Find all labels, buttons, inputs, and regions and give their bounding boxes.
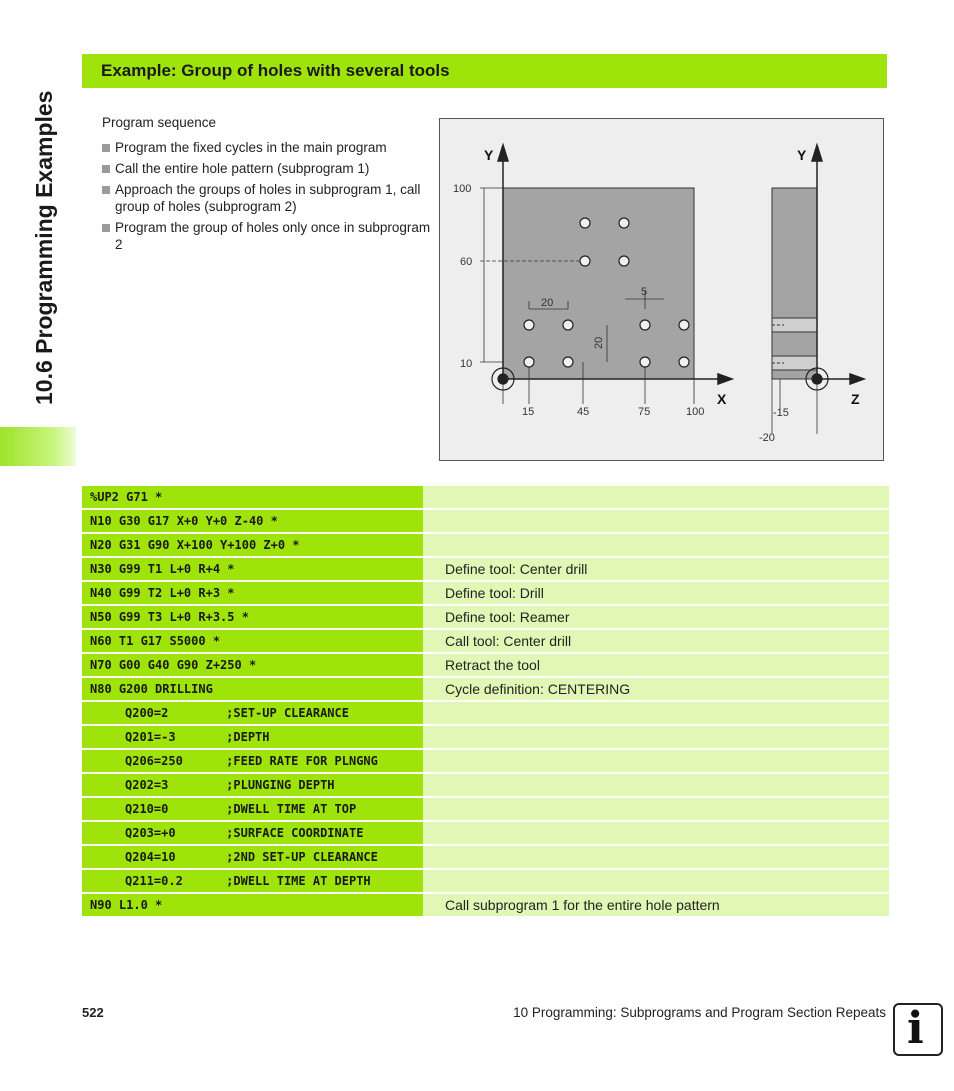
nc-comment — [423, 534, 889, 556]
nc-code-line: Q210=0 ;DWELL TIME AT TOP — [82, 798, 423, 820]
nc-comment: Call tool: Center drill — [423, 630, 889, 652]
nc-code-line: N50 G99 T3 L+0 R+3.5 * — [82, 606, 423, 628]
nc-code-line: Q201=-3 ;DEPTH — [82, 726, 423, 748]
bullet-square-icon — [102, 165, 110, 173]
nc-code-line: Q202=3 ;PLUNGING DEPTH — [82, 774, 423, 796]
hole-marker — [580, 218, 590, 228]
hole-marker — [524, 357, 534, 367]
nc-comment — [423, 702, 889, 724]
z-tick-20: -20 — [759, 432, 775, 444]
nc-code-line: Q206=250 ;FEED RATE FOR PLNGNG — [82, 750, 423, 772]
hole-marker — [619, 256, 629, 266]
dim-20-horizontal: 20 — [541, 297, 554, 309]
hole-marker — [563, 320, 573, 330]
bullet-square-icon — [102, 224, 110, 232]
nc-code-line: N80 G200 DRILLING — [82, 678, 423, 700]
side-section-title — [22, 30, 62, 410]
nc-code-line: Q211=0.2 ;DWELL TIME AT DEPTH — [82, 870, 423, 892]
list-item: Program the group of holes only once in subprogram 2 — [102, 219, 432, 253]
table-row — [82, 846, 889, 870]
intro-heading: Program sequence — [102, 115, 217, 130]
x-tick-15: 15 — [522, 406, 535, 418]
page-number: 522 — [82, 1005, 104, 1020]
nc-comment — [423, 510, 889, 532]
nc-code-line: N90 L1.0 * — [82, 894, 423, 916]
nc-comment: Define tool: Center drill — [423, 558, 889, 580]
nc-code-line: N20 G31 G90 X+100 Y+100 Z+0 * — [82, 534, 423, 556]
table-row — [82, 822, 889, 846]
table-row — [82, 558, 889, 582]
list-item: Call the entire hole pattern (subprogram 1) — [102, 160, 432, 177]
nc-code-line: Q203=+0 ;SURFACE COORDINATE — [82, 822, 423, 844]
table-row — [82, 894, 889, 918]
z-tick-15: -15 — [773, 407, 789, 419]
nc-comment: Retract the tool — [423, 654, 889, 676]
nc-code-line: Q200=2 ;SET-UP CLEARANCE — [82, 702, 423, 724]
side-title-text: 10.6 Programming Examples — [31, 90, 57, 405]
nc-comment — [423, 750, 889, 772]
axis-label-z: Z — [851, 391, 860, 407]
nc-code-line: N10 G30 G17 X+0 Y+0 Z-40 * — [82, 510, 423, 532]
y-tick-100: 100 — [453, 183, 472, 195]
table-row — [82, 702, 889, 726]
nc-comment — [423, 774, 889, 796]
table-row — [82, 750, 889, 774]
nc-comment — [423, 486, 889, 508]
technical-drawing — [439, 118, 884, 461]
nc-comment: Define tool: Reamer — [423, 606, 889, 628]
y-tick-10: 10 — [460, 358, 473, 370]
table-row — [82, 654, 889, 678]
nc-code-line: %UP2 G71 * — [82, 486, 423, 508]
info-icon — [893, 1003, 943, 1056]
hole-marker — [640, 320, 650, 330]
workpiece-top-view — [503, 188, 694, 379]
side-section-tab — [0, 427, 76, 466]
nc-comment: Define tool: Drill — [423, 582, 889, 604]
table-row — [82, 606, 889, 630]
workpiece-side-view — [772, 188, 817, 379]
hole-marker — [679, 320, 689, 330]
table-row — [82, 870, 889, 894]
table-row — [82, 510, 889, 534]
nc-comment: Call subprogram 1 for the entire hole pattern — [423, 894, 889, 916]
table-row — [82, 726, 889, 750]
nc-comment: Cycle definition: CENTERING — [423, 678, 889, 700]
dim-20-vertical: 20 — [593, 336, 605, 349]
hole-marker — [679, 357, 689, 367]
axis-label-x: X — [717, 391, 727, 407]
list-item: Approach the groups of holes in subprogram 1, call group of holes (subprogram 2) — [102, 181, 432, 215]
bullet-square-icon — [102, 186, 110, 194]
hole-marker — [619, 218, 629, 228]
nc-code-line: N60 T1 G17 S5000 * — [82, 630, 423, 652]
hole-marker — [580, 256, 590, 266]
table-row — [82, 774, 889, 798]
table-row — [82, 798, 889, 822]
axis-label-y-right: Y — [797, 147, 807, 163]
nc-code-line: N40 G99 T2 L+0 R+3 * — [82, 582, 423, 604]
nc-code-line: Q204=10 ;2ND SET-UP CLEARANCE — [82, 846, 423, 868]
dim-5: 5 — [641, 286, 648, 298]
nc-comment — [423, 870, 889, 892]
table-row — [82, 486, 889, 510]
table-row — [82, 678, 889, 702]
nc-comment — [423, 846, 889, 868]
info-glyph: i — [907, 1003, 924, 1054]
nc-code-line: N30 G99 T1 L+0 R+4 * — [82, 558, 423, 580]
section-title: Example: Group of holes with several tools — [101, 61, 450, 80]
chapter-title: 10 Programming: Subprograms and Program Section Repeats — [513, 1005, 886, 1020]
program-table — [82, 486, 889, 918]
hole-marker — [563, 357, 573, 367]
axis-label-y-left: Y — [484, 147, 494, 163]
section-header — [82, 54, 887, 88]
nc-code-line: N70 G00 G40 G90 Z+250 * — [82, 654, 423, 676]
nc-comment — [423, 798, 889, 820]
table-row — [82, 582, 889, 606]
list-item: Program the fixed cycles in the main program — [102, 139, 432, 156]
x-tick-45: 45 — [577, 406, 590, 418]
bullet-square-icon — [102, 144, 110, 152]
table-row — [82, 534, 889, 558]
intro-list — [102, 139, 432, 253]
y-tick-60: 60 — [460, 256, 473, 268]
intro-block — [102, 114, 432, 257]
hole-marker — [524, 320, 534, 330]
x-tick-100: 100 — [686, 406, 705, 418]
table-row — [82, 630, 889, 654]
hole-marker — [640, 357, 650, 367]
nc-comment — [423, 726, 889, 748]
nc-comment — [423, 822, 889, 844]
x-tick-75: 75 — [638, 406, 651, 418]
